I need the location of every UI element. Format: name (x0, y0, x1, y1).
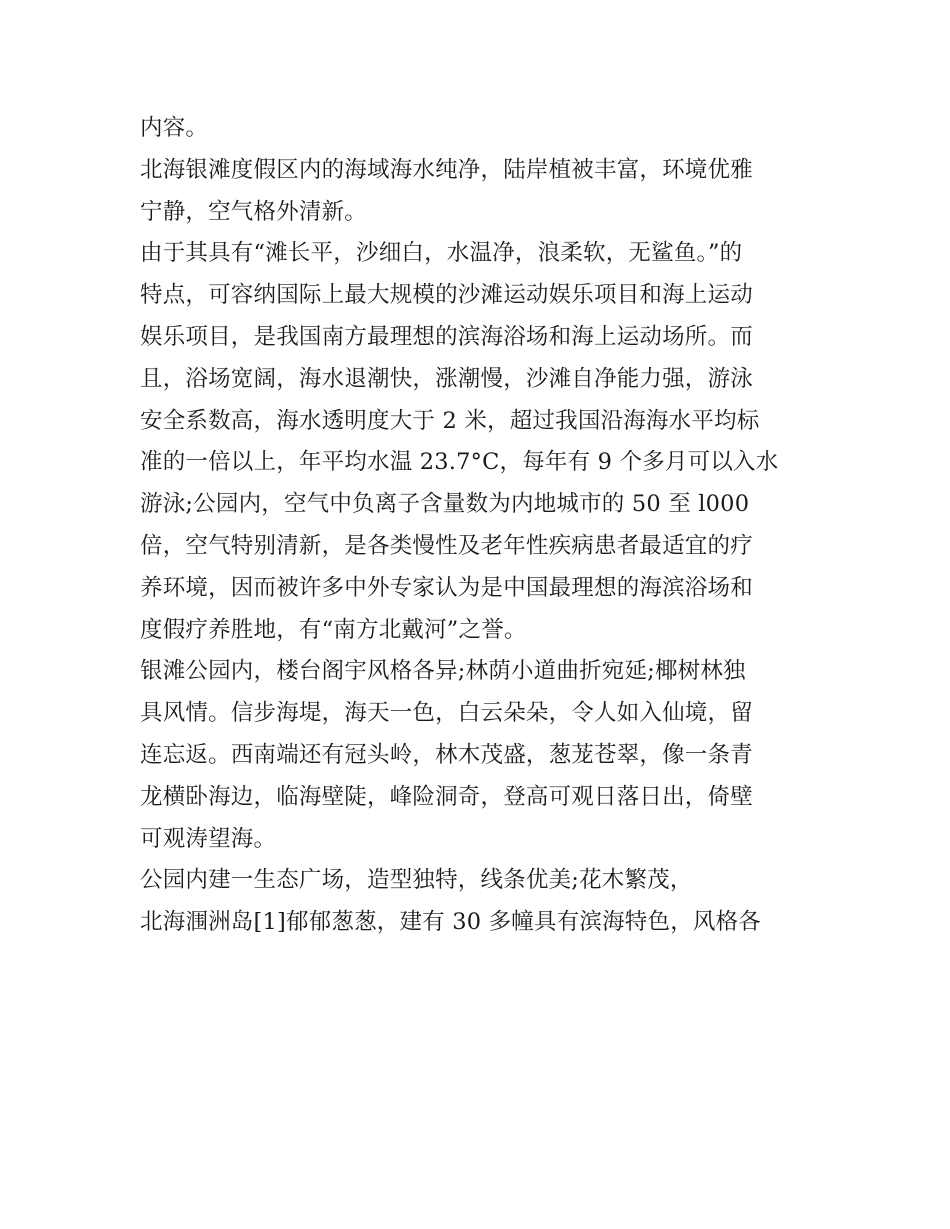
text-line: 可观涛望海。 (140, 825, 277, 852)
text-line: 娱乐项目，是我国南方最理想的滨海浴场和海上运动场所。而 (140, 323, 753, 350)
text-line: 特点，可容纳国际上最大规模的沙滩运动娱乐项目和海上运动 (140, 282, 753, 309)
text-line: 银滩公园内，楼台阁宇风格各异;林荫小道曲折宛延;椰树林独 (140, 658, 746, 685)
text-line: 度假疗养胜地，有“南方北戴河”之誉。 (140, 616, 527, 643)
text-line: 北海银滩度假区内的海域海水纯净，陆岸植被丰富，环境优雅 (140, 156, 753, 183)
text-line: 连忘返。西南端还有冠头岭，林木茂盛，葱茏苍翠，像一条青 (140, 741, 753, 768)
text-line: 具风情。信步海堤，海天一色，白云朵朵，令人如入仙境，留 (140, 700, 753, 727)
text-line: 公园内建一生态广场，造型独特，线条优美;花木繁茂， (140, 867, 693, 894)
text-line: 倍，空气特别清新，是各类慢性及老年性疾病患者最适宜的疗 (140, 532, 753, 559)
text-line: 安全系数高，海水透明度大于 2 米，超过我国沿海海水平均标 (140, 407, 760, 434)
text-line: 由于其具有“滩长平，沙细白，水温净，浪柔软，无鲨鱼。”的 (140, 240, 743, 267)
text-line: 北海涠洲岛[1]郁郁葱葱，建有 30 多幢具有滨海特色，风格各 (140, 909, 762, 936)
text-line: 宁静，空气格外清新。 (140, 198, 368, 225)
text-line: 内容。 (140, 115, 209, 141)
text-line: 且，浴场宽阔，海水退潮快，涨潮慢，沙滩自净能力强，游泳 (140, 365, 753, 392)
text-line: 游泳;公园内，空气中负离子含量数为内地城市的 50 至 l000 (140, 491, 750, 518)
body-text (140, 108, 812, 944)
text-line: 养环境，因而被许多中外专家认为是中国最理想的海滨浴场和 (140, 574, 753, 601)
text-line: 龙横卧海边，临海壁陡，峰险洞奇，登高可观日落日出，倚壁 (140, 783, 753, 810)
text-line: 准的一倍以上，年平均水温 23.7°C，每年有 9 个多月可以入水 (140, 449, 779, 476)
